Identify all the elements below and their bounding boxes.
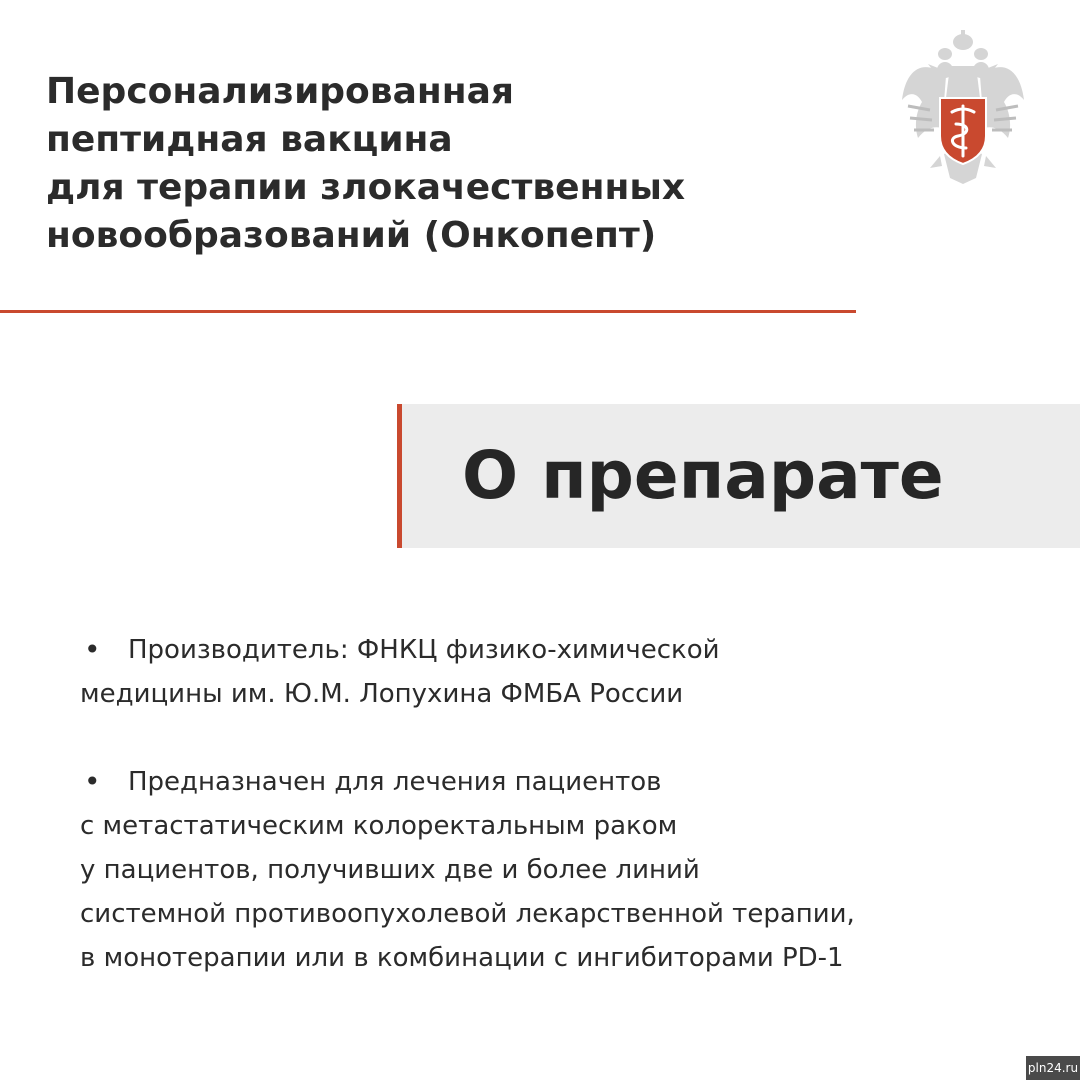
title-line: новообразований (Онкопепт) bbox=[46, 215, 657, 256]
list-item bbox=[80, 760, 1040, 980]
bullet-line: Производитель: ФНКЦ физико-химической bbox=[128, 635, 720, 665]
bullet-line: в монотерапии или в комбинации с ингибиторами PD-1 bbox=[80, 943, 844, 973]
section-header-accent-bar bbox=[397, 404, 402, 548]
section-heading: О препарате bbox=[462, 437, 944, 514]
title-line: пептидная вакцина bbox=[46, 119, 453, 160]
title-divider bbox=[0, 310, 856, 313]
info-bullet-list bbox=[80, 628, 1040, 980]
russian-ministry-of-health-emblem-icon bbox=[900, 28, 1026, 186]
source-watermark: pln24.ru bbox=[1026, 1056, 1080, 1080]
bullet-line: Предназначен для лечения пациентов bbox=[128, 767, 662, 797]
list-item bbox=[80, 628, 1040, 716]
bullet-icon: • bbox=[84, 765, 101, 798]
bullet-line: системной противоопухолевой лекарственной терапии, bbox=[80, 899, 855, 929]
bullet-line: медицины им. Ю.М. Лопухина ФМБА России bbox=[80, 679, 684, 709]
title-line: Персонализированная bbox=[46, 71, 515, 112]
bullet-text bbox=[80, 628, 1040, 716]
page-title bbox=[46, 68, 876, 260]
title-line: для терапии злокачественных bbox=[46, 167, 686, 208]
bullet-line: с метастатическим колоректальным раком bbox=[80, 811, 678, 841]
bullet-line: у пациентов, получивших две и более линий bbox=[80, 855, 700, 885]
bullet-icon: • bbox=[84, 633, 101, 666]
bullet-text bbox=[80, 760, 1040, 980]
